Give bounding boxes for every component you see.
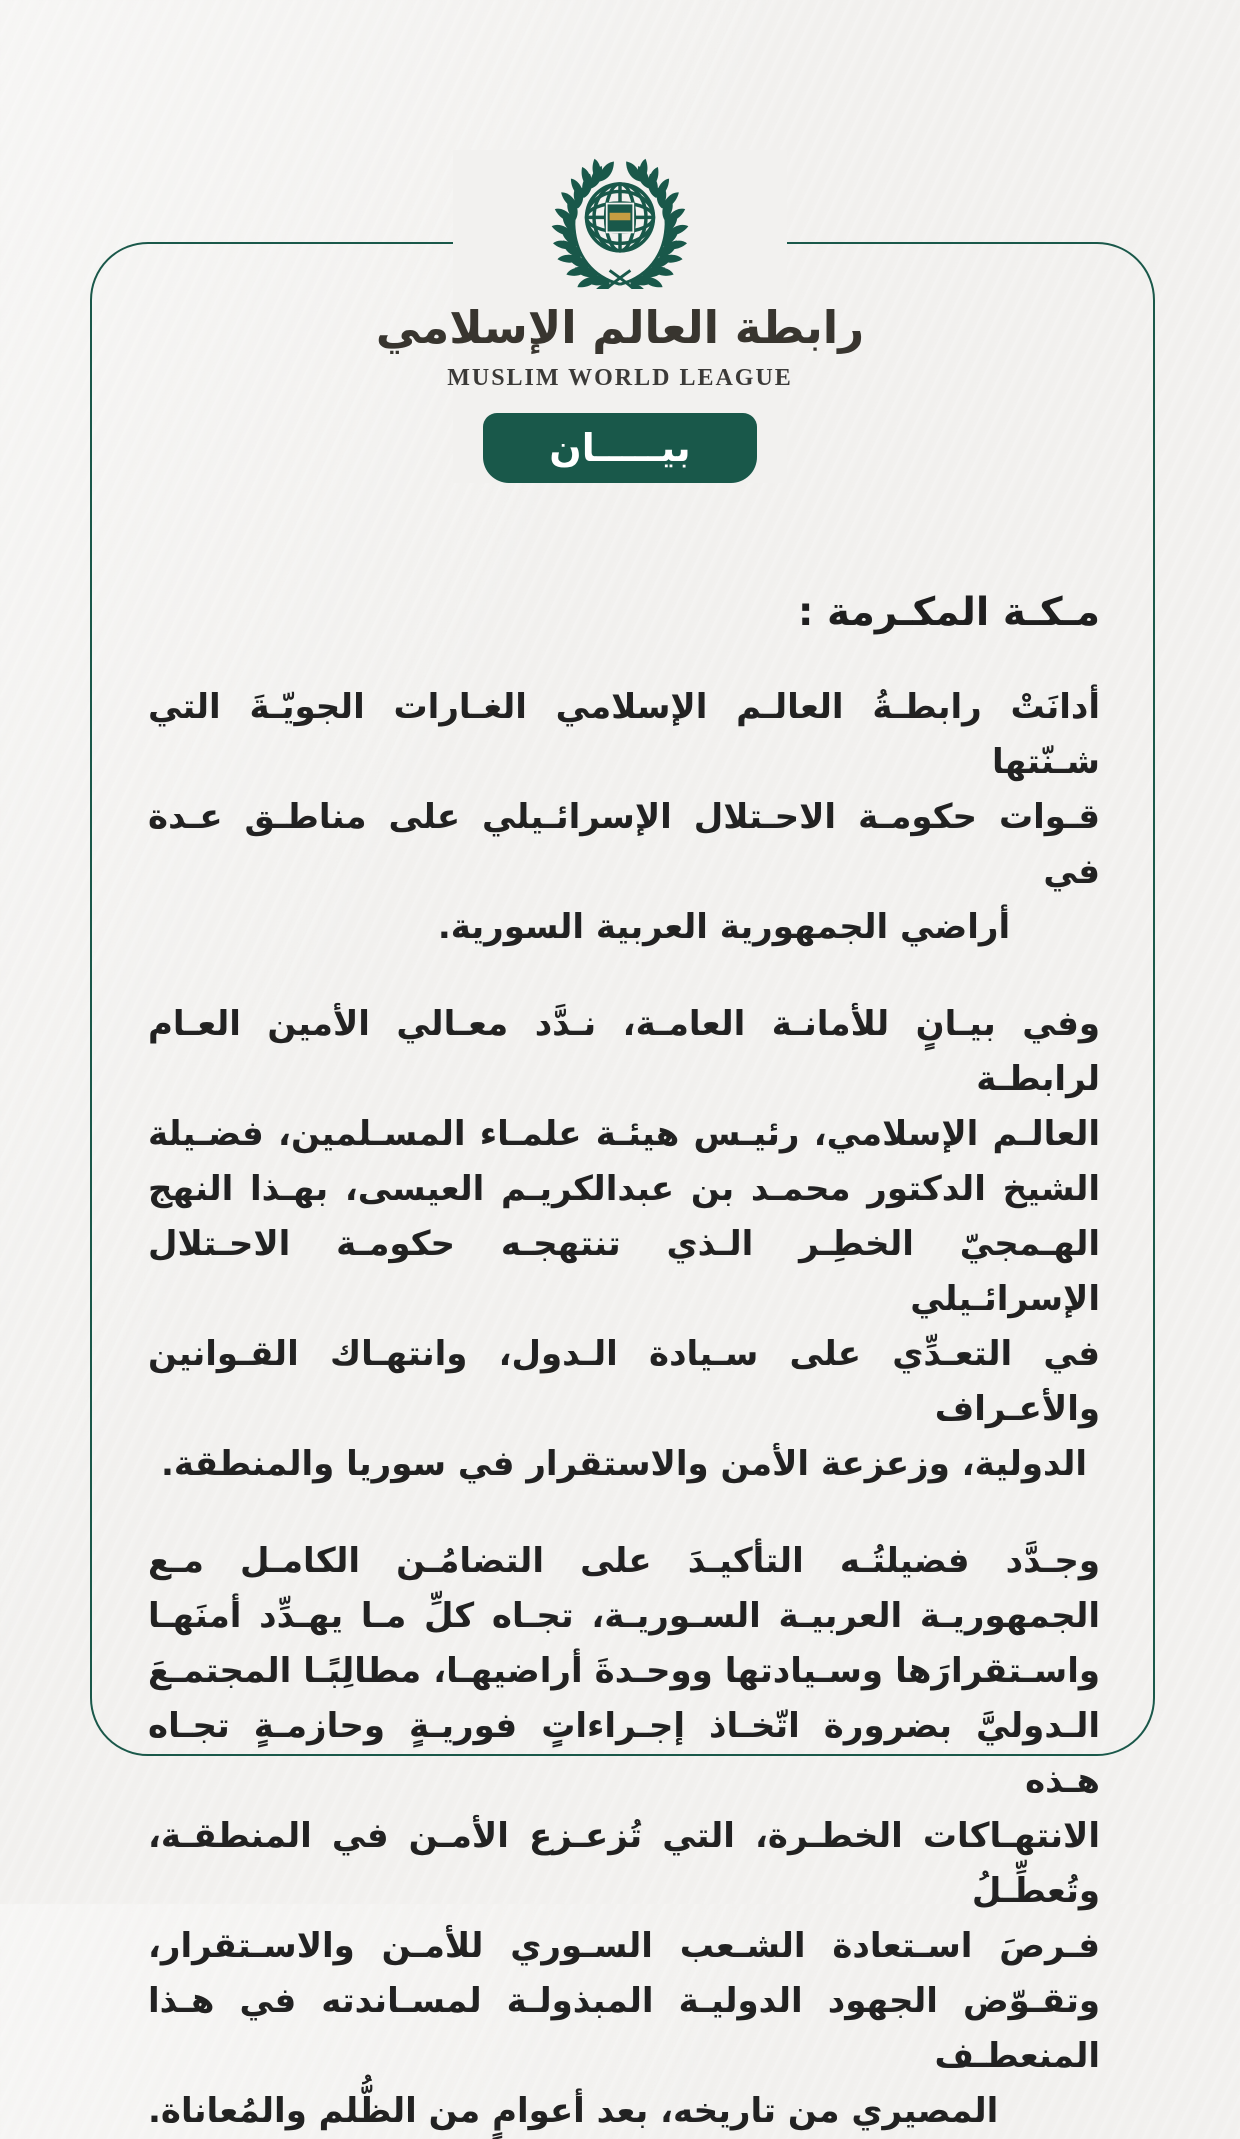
body-line: أراضي الجمهورية العربية السورية. bbox=[437, 907, 1011, 947]
body-line: أدانَتْ رابطـةُ العالـم الإسلامي الغـارات الجويّـةَ التي شـنّتها bbox=[148, 687, 1100, 782]
body-line: في التعـدِّي على سـيادة الـدول، وانتهـاك القـوانين والأعـراف bbox=[148, 1334, 1100, 1429]
body-line: فـرصَ اسـتعادة الشـعب السـوري للأمـن والاسـتقرار، bbox=[148, 1926, 1100, 1966]
body-line: الـدوليَّ بضرورة اتّخـاذ إجـراءاتٍ فوريـةٍ وحازمـةٍ تجـاه هـذه bbox=[148, 1706, 1100, 1801]
kaaba-icon bbox=[607, 204, 634, 233]
statement-banner-label: بيـــــان bbox=[549, 426, 691, 470]
org-name-english: MUSLIM WORLD LEAGUE bbox=[447, 365, 793, 391]
body-line: المصيري من تاريخه، بعد أعوامٍ من الظُّلم والمُعاناة. bbox=[148, 2091, 999, 2131]
arabic-calligraphy-logo: رابطة العالم الإسلامي bbox=[375, 301, 865, 354]
body-line: العالـم الإسلامي، رئيـس هيئـة علمـاء المسـلمين، فضـيلة bbox=[148, 1114, 1100, 1154]
paragraph-1 bbox=[148, 680, 1100, 955]
body-line: واسـتقرارَها وسـيادتها ووحـدةَ أراضيهـا، مطالِبًـا المجتمـعَ bbox=[148, 1651, 1100, 1691]
paragraph-2 bbox=[148, 997, 1100, 1492]
statement-body bbox=[148, 585, 1100, 2139]
statement-banner bbox=[483, 413, 757, 483]
body-line: الجمهوريـة العربيـة السـوريـة، تجـاه كلِّ مـا يهـدِّد أمنَهـا bbox=[148, 1596, 1100, 1636]
body-line: قـوات حكومـة الاحـتلال الإسرائـيلي على مناطـق عـدة في bbox=[148, 797, 1100, 892]
body-line: وجـدَّد فضيلتُـه التأكيـدَ على التضامُـن الكامـل مـع bbox=[148, 1541, 1100, 1581]
body-line: وتقـوّض الجهود الدوليـة المبذولـة لمسـاندته في هـذا المنعطـف bbox=[148, 1981, 1100, 2076]
paragraph-3 bbox=[148, 1534, 1100, 2139]
body-line: الانتهـاكات الخطـرة، التي تُزعـزع الأمـن في المنطقـة، وتُعطِّـلُ bbox=[148, 1816, 1100, 1911]
body-line: الهـمجيّ الخطِـر الـذي تنتهجـه حكومـة الاحـتلال الإسرائـيلي bbox=[148, 1224, 1100, 1319]
logo-header bbox=[375, 150, 865, 483]
laurel-wreath-globe-icon bbox=[545, 155, 695, 289]
body-line: وفي بيـانٍ للأمانـة العامـة، نـدَّد معـالي الأمين العـام لرابطـة bbox=[148, 1004, 1100, 1099]
body-line: الشيخ الدكتور محمـد بن عبدالكريـم العيسى، بهـذا النهج bbox=[148, 1169, 1100, 1209]
city-heading: مـكـة المكـرمة : bbox=[797, 590, 1100, 635]
body-line: الدولية، وزعزعة الأمن والاستقرار في سوريا والمنطقة. bbox=[160, 1444, 1088, 1484]
